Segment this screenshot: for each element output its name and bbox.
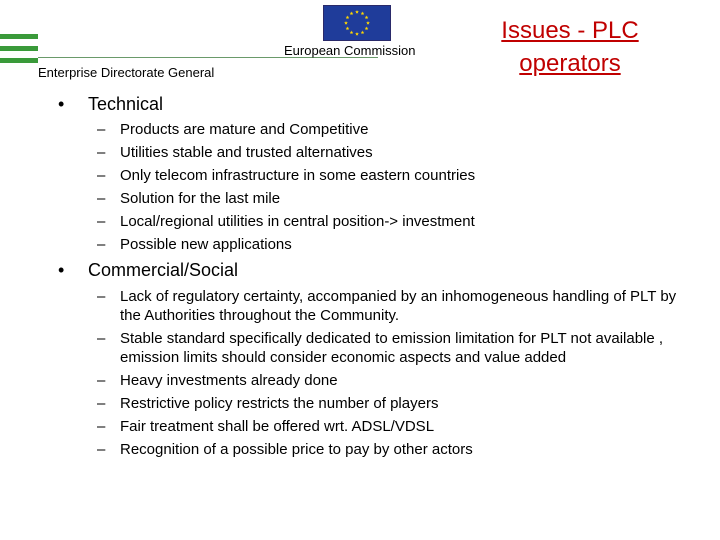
list-item: – Only telecom infrastructure in some eastern countries	[97, 167, 476, 184]
dash: –	[97, 418, 106, 435]
dash: –	[97, 288, 106, 305]
list-item: – Fair treatment shall be offered wrt. ADSL/VDSL	[97, 418, 435, 435]
slide-title: Issues - PLC operators	[501, 17, 639, 77]
heading-label: Technical	[88, 94, 164, 114]
star-icon	[361, 11, 365, 15]
list-item: – Heavy investments already done	[97, 372, 338, 389]
dash: –	[97, 190, 106, 207]
star-icon	[346, 16, 350, 20]
list-item: – Products are mature and Competitive	[97, 121, 369, 138]
star-icon	[365, 16, 369, 20]
star-icon	[366, 21, 370, 25]
bullet: •	[58, 260, 65, 280]
directorate-label: Enterprise Directorate General	[38, 65, 215, 80]
dash: –	[97, 395, 106, 412]
dash: –	[97, 121, 106, 138]
dash: –	[97, 213, 106, 230]
star-icon	[355, 32, 359, 36]
star-icon	[346, 27, 350, 31]
list-item: – Restrictive policy restricts the number of players	[97, 395, 439, 412]
star-icon	[350, 11, 354, 15]
list-item: – Stable standard specifically dedicated to emission limitation for PLT not available , emission limits should consider economic aspects and value added	[97, 330, 664, 366]
star-icon	[365, 27, 369, 31]
list-item: – Lack of regulatory certainty, accompanied by an inhomogeneous handling of PLT by the Authorities throughout the Community.	[97, 288, 677, 324]
header-stripe	[0, 46, 38, 51]
heading-label: Commercial/Social	[88, 260, 239, 280]
dash: –	[97, 236, 106, 253]
dash: –	[97, 372, 106, 389]
list-item: – Local/regional utilities in central position-> investment	[97, 213, 475, 230]
star-icon	[344, 21, 348, 25]
dash: –	[97, 144, 106, 161]
technical-list	[97, 120, 657, 258]
header-stripe	[0, 34, 38, 39]
list-item: – Recognition of a possible price to pay by other actors	[97, 441, 473, 458]
star-icon	[361, 31, 365, 35]
dash: –	[97, 330, 106, 347]
commercial-list	[97, 287, 677, 463]
dash: –	[97, 167, 106, 184]
list-item: – Possible new applications	[97, 236, 292, 253]
bullet: •	[58, 94, 65, 114]
list-item: – Solution for the last mile	[97, 190, 281, 207]
list-item: – Utilities stable and trusted alternatives	[97, 144, 373, 161]
dash: –	[97, 441, 106, 458]
commission-label: European Commission	[284, 43, 416, 58]
star-icon	[350, 31, 354, 35]
eu-flag-icon	[323, 5, 391, 41]
star-icon	[355, 10, 359, 14]
header-stripe	[0, 58, 38, 63]
